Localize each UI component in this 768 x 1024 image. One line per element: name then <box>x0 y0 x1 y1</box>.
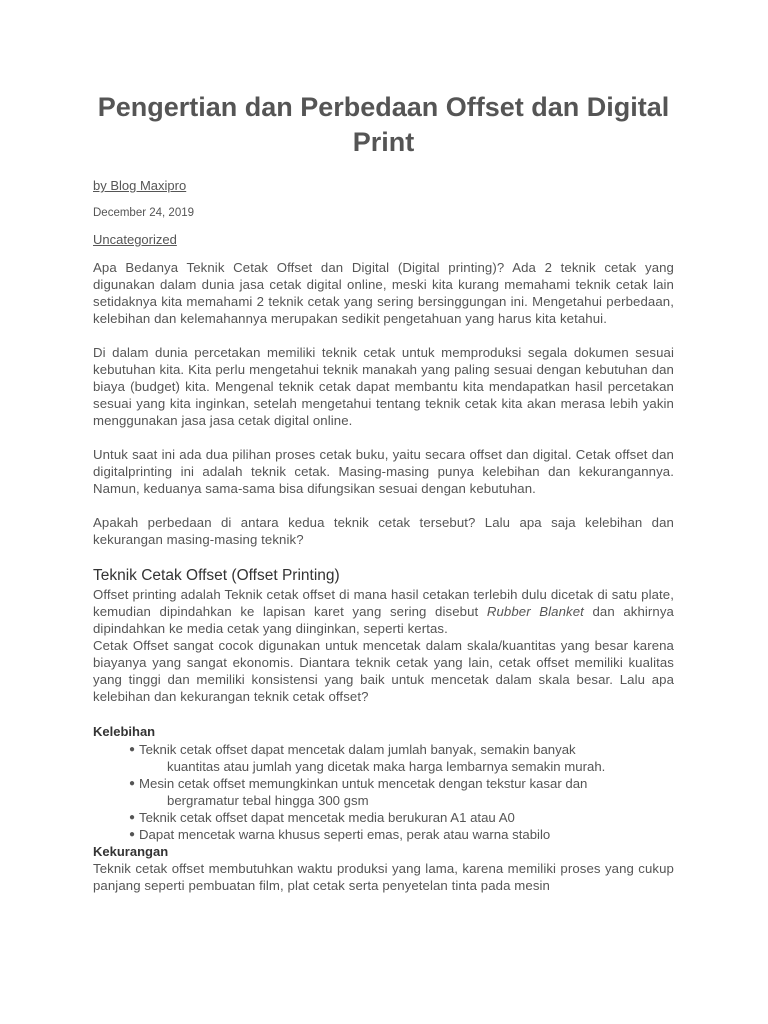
rubber-blanket-term: Rubber Blanket <box>486 604 584 619</box>
list-item-line: Dapat mencetak warna khusus seperti emas, perak atau warna stabilo <box>139 827 551 842</box>
offset-definition-paragraph <box>93 586 674 637</box>
offset-usage-paragraph: Cetak Offset sangat cocok digunakan untuk mencetak dalam skala/kuantitas yang besar karena biayanya yang sangat ekonomis. Diantara teknik cetak yang lain, cetak offset memiliki kualitas yang tinggi dan memiliki konsistensi yang baik untuk mencetak dalam skala besar. Lalu apa kelebihan dan kekurangan teknik cetak offset? <box>93 638 674 704</box>
list-item <box>130 826 674 843</box>
advantages-list <box>93 741 674 843</box>
bullet-icon: ● <box>129 812 136 823</box>
bullet-icon: ● <box>129 744 136 755</box>
author-byline <box>93 178 674 194</box>
list-item-line: Teknik cetak offset dapat mencetak dalam jumlah banyak, semakin banyak <box>139 742 576 757</box>
list-item-line: Teknik cetak offset dapat mencetak media berukuran A1 atau A0 <box>139 810 515 825</box>
list-item <box>130 809 674 826</box>
list-item-line: Mesin cetak offset memungkinkan untuk mencetak dengan tekstur kasar dan <box>139 776 588 791</box>
offset-definition-text: Offset printing adalah Teknik cetak offset di mana hasil cetakan terlebih dulu dicetak di satu plate, kemudian dipindahkan ke lapisan karet yang sering disebut <box>93 587 674 619</box>
post-category <box>93 232 674 248</box>
list-item-line-continued: bergramatur tebal hingga 300 gsm <box>167 793 369 808</box>
paragraph-question: Apakah perbedaan di antara kedua teknik cetak tersebut? Lalu apa saja kelebihan dan kekurangan masing-masing teknik? <box>93 515 674 547</box>
category-link[interactable]: Uncategorized <box>93 232 177 247</box>
author-link[interactable]: by Blog Maxipro <box>93 178 187 193</box>
article-title: Pengertian dan Perbedaan Offset dan Digital Print <box>97 92 670 157</box>
list-item-line-continued: kuantitas atau jumlah yang dicetak maka harga lembarnya semakin murah. <box>167 759 606 774</box>
post-date: December 24, 2019 <box>93 207 195 219</box>
offset-definition-text-end: dan akhirnya dipindahkan ke media cetak yang diinginkan, seperti kertas. <box>93 604 674 636</box>
paragraph-printing-world: Di dalam dunia percetakan memiliki teknik cetak untuk memproduksi segala dokumen sesuai kebutuhan kita. Kita perlu mengetahui teknik manakah yang paling sesuai dengan kebutuhan dan biaya (budget) kita. Mengenal teknik cetak dapat membantu kita mendapatkan hasil percetakan sesuai yang kita inginkan, setelah mengetahui tentang teknik cetak kita akan merasa lebih yakin menggunakan jasa jasa cetak digital online. <box>93 345 674 428</box>
list-item <box>130 775 674 809</box>
paragraph-options: Untuk saat ini ada dua pilihan proses cetak buku, yaitu secara offset dan digital. Cetak offset dan digitalprinting ini adalah teknik cetak. Masing-masing punya kelebihan dan kekurangannya. Namun, keduanya sama-sama bisa difungsikan sesuai dengan kebutuhan. <box>93 447 674 496</box>
disadvantages-paragraph: Teknik cetak offset membutuhkan waktu produksi yang lama, karena memiliki proses yang cukup panjang seperti pembuatan film, plat cetak serta penyetelan tinta pada mesin <box>93 861 674 893</box>
bullet-icon: ● <box>129 829 136 840</box>
intro-paragraph: Apa Bedanya Teknik Cetak Offset dan Digital (Digital printing)? Ada 2 teknik cetak yang digunakan dalam dunia jasa cetak digital online, meski kita kurang memahami teknik cetak lain setidaknya kita memahami 2 teknik cetak yang sering bersinggungan ini. Mengetahui perbedaan, kelebihan dan kelemahannya merupakan sedikit pengetahuan yang harus kita ketahui. <box>93 260 674 326</box>
advantages-heading: Kelebihan <box>93 724 156 739</box>
disadvantages-heading: Kekurangan <box>93 844 169 859</box>
bullet-icon: ● <box>129 778 136 789</box>
list-item <box>130 741 674 775</box>
offset-section-heading: Teknik Cetak Offset (Offset Printing) <box>93 567 340 584</box>
